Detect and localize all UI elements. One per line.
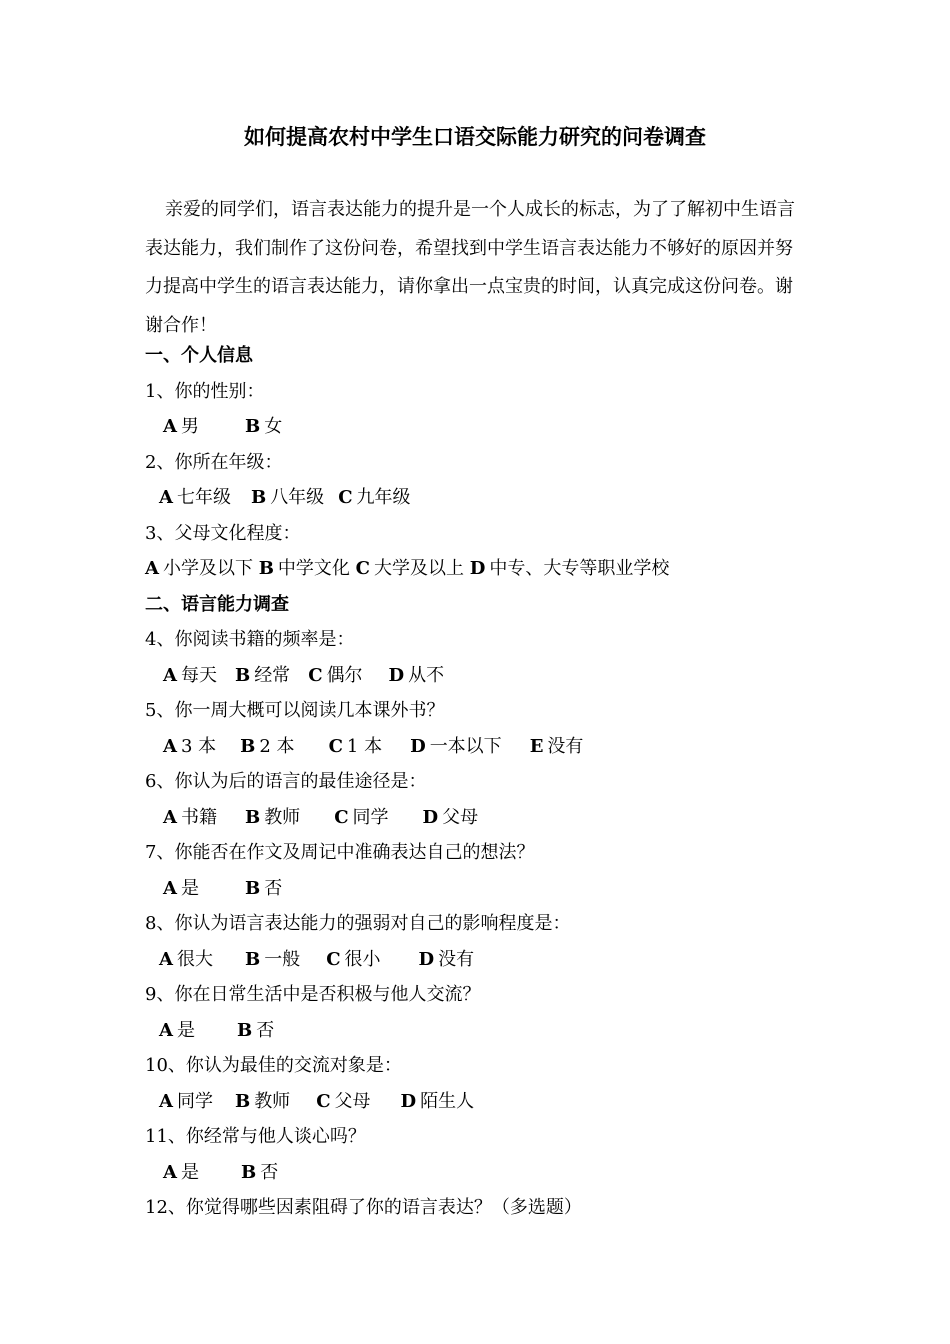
options-8 (145, 942, 810, 978)
question-9: 9、你在日常生活中是否积极与他人交流？ (145, 984, 481, 1005)
option: A 是 (163, 877, 199, 899)
section-heading: 二、语言能力调查 (145, 593, 289, 615)
options-11 (145, 1155, 810, 1191)
option: D 从不 (388, 664, 445, 686)
option: B 否 (240, 1161, 279, 1183)
option: B 否 (236, 1019, 275, 1041)
question-8: 8、你认为语言表达能力的强弱对自己的影响程度是： (145, 913, 571, 934)
options-9 (145, 1013, 810, 1049)
option: A 是 (159, 1019, 195, 1041)
options-2 (145, 480, 810, 516)
option: B 教师 (234, 1090, 291, 1112)
question-6: 6、你认为后的语言的最佳途径是： (145, 771, 427, 792)
options-4 (145, 658, 810, 694)
question-3: 3、父母文化程度： (145, 522, 301, 544)
option: B 女 (244, 416, 283, 437)
options-6 (145, 800, 810, 836)
option: B 否 (244, 877, 283, 899)
question-2: 2、你所在年级： (145, 451, 283, 473)
intro-paragraph: 亲爱的同学们，语言表达能力的提升是一个人成长的标志，为了了解初中生语言表达能力，我们制作了这份问卷，希望找到中学生语言表达能力不够好的原因并努力提高中学生的语言表达能力，请你拿出一点宝贵的时间，认真完成这份问卷。谢谢合作！ (145, 199, 795, 336)
option: C 大学及以上 (355, 558, 464, 579)
questionnaire-body (145, 338, 810, 1226)
option: A 每天 (163, 664, 217, 686)
option: D 中专、大专等职业学校 (469, 558, 670, 579)
option: C 九年级 (338, 487, 411, 508)
option: A 是 (163, 1161, 199, 1183)
option: C 很小 (326, 948, 381, 970)
question-11: 11、你经常与他人谈心吗？ (145, 1126, 366, 1147)
option: A 小学及以下 (145, 558, 253, 579)
option: A 很大 (159, 948, 213, 970)
question-10: 10、你认为最佳的交流对象是： (145, 1055, 402, 1076)
option: C 父母 (316, 1090, 371, 1112)
option: B 中学文化 (258, 558, 350, 579)
option: C 1 本 (328, 735, 383, 757)
option: B 2 本 (240, 735, 295, 757)
options-1 (145, 409, 810, 445)
option: B 教师 (244, 806, 301, 828)
options-7 (145, 871, 810, 907)
option: D 陌生人 (400, 1090, 475, 1112)
option: B 经常 (234, 664, 291, 686)
section-heading: 一、个人信息 (145, 345, 253, 366)
option: A 七年级 (159, 487, 231, 508)
question-12: 12、你觉得哪些因素阻碍了你的语言表达？（多选题） (145, 1197, 582, 1218)
options-3 (145, 551, 810, 587)
options-5 (145, 729, 810, 765)
option: D 一本以下 (410, 735, 502, 757)
question-4: 4、你阅读书籍的频率是： (145, 629, 355, 650)
document-title: 如何提高农村中学生口语交际能力研究的问卷调查 (244, 124, 706, 149)
option: C 偶尔 (308, 664, 363, 686)
option: C 同学 (334, 806, 389, 828)
option: B 一般 (244, 948, 301, 970)
option: D 父母 (422, 806, 479, 828)
option: A 同学 (159, 1090, 213, 1112)
option: A 男 (163, 416, 199, 437)
option: E 没有 (529, 735, 584, 757)
question-5: 5、你一周大概可以阅读几本课外书？ (145, 700, 445, 721)
option: A 书籍 (163, 806, 217, 828)
option: A 3 本 (163, 735, 217, 757)
question-1: 1、你的性别： (145, 380, 265, 402)
option: D 没有 (418, 948, 475, 970)
options-10 (145, 1084, 810, 1120)
option: B 八年级 (250, 487, 325, 508)
question-7: 7、你能否在作文及周记中准确表达自己的想法？ (145, 842, 535, 863)
